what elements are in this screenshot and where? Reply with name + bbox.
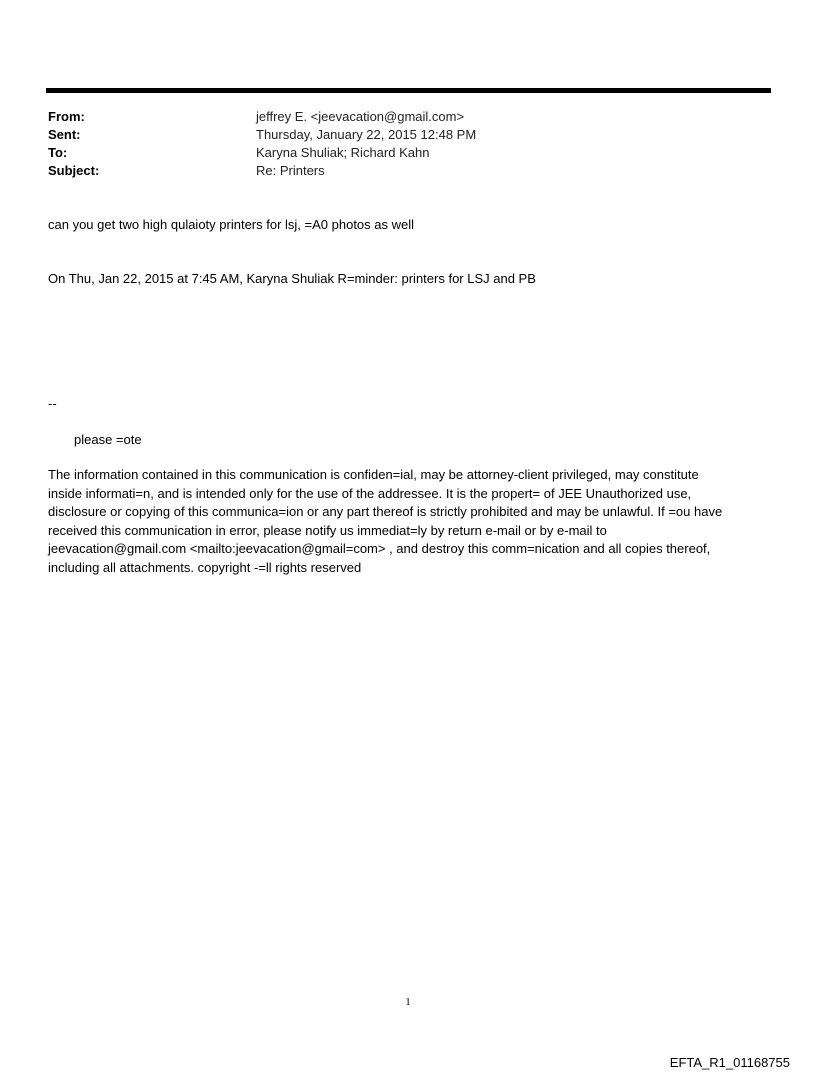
disclaimer-line: including all attachments. copyright -=ll rights reserved xyxy=(48,559,362,575)
to-value: Karyna Shuliak; Richard Kahn xyxy=(256,145,430,160)
page-number: 1 xyxy=(405,996,411,1008)
from-label: From: xyxy=(48,109,85,124)
document-id: EFTA_R1_01168755 xyxy=(669,1055,790,1070)
from-value: jeffrey E. <jeevacation@gmail.com> xyxy=(256,109,465,124)
disclaimer-line: inside informati=n, and is intended only for the use of the addressee. It is the propert= of JEE Unauthorized use, xyxy=(48,485,692,501)
sent-value: Thursday, January 22, 2015 12:48 PM xyxy=(256,127,477,142)
subject-value: Re: Printers xyxy=(256,163,325,178)
sent-label: Sent: xyxy=(48,127,81,142)
disclaimer-line: disclosure or copying of this communica=ion or any part thereof is strictly prohibited and may be unlawful. If =ou have xyxy=(48,504,723,519)
disclaimer-line: The information contained in this communication is confiden=ial, may be attorney-client privileged, may constitute xyxy=(48,467,699,482)
please-note: please =ote xyxy=(74,432,142,447)
quoted-intro: On Thu, Jan 22, 2015 at 7:45 AM, Karyna Shuliak R=minder: printers for LSJ and PB xyxy=(48,271,536,286)
disclaimer xyxy=(48,466,768,577)
disclaimer-line: jeevacation@gmail.com <mailto:jeevacation@gmail=com> , and destroy this comm=nication and all copies thereof, xyxy=(48,541,711,556)
message-text: can you get two high qulaioty printers for lsj, =A0 photos as well xyxy=(48,217,415,232)
header-divider xyxy=(46,88,771,93)
disclaimer-line: received this communication in error, please notify us immediat=ly by return e-mail or by e-mail to xyxy=(48,522,607,538)
subject-label: Subject: xyxy=(48,163,100,178)
signature-separator: -- xyxy=(48,396,57,411)
to-label: To: xyxy=(48,145,68,160)
